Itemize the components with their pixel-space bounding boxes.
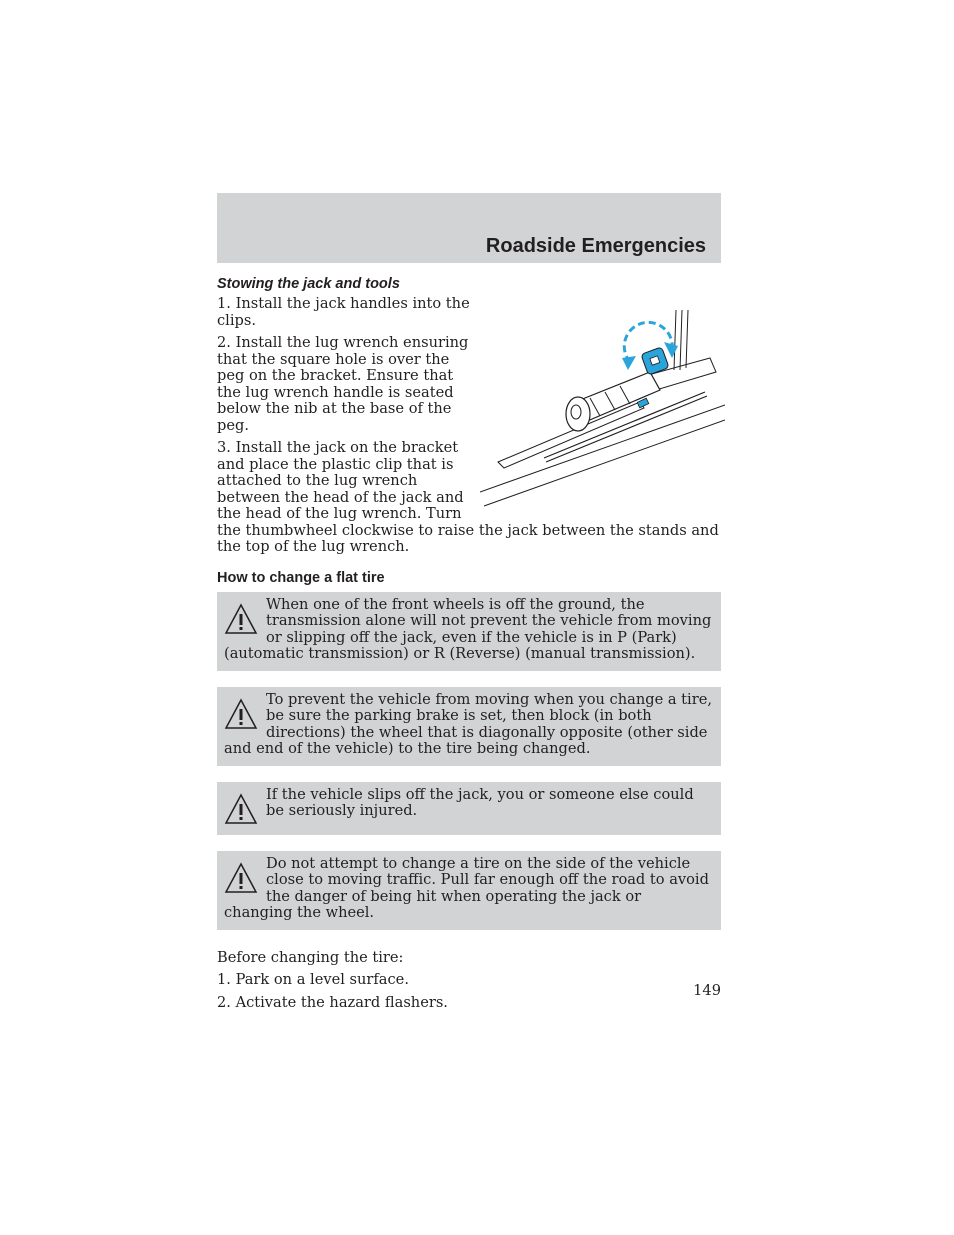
warning-box [217,687,721,766]
section-title: Roadside Emergencies [485,235,706,257]
page-content [217,276,721,1017]
warning-triangle-icon [224,862,258,896]
before-intro: Before changing the tire: [217,948,404,966]
before-step-2: 2. Activate the hazard flashers. [217,993,448,1011]
warning-box [217,851,721,930]
before-step-1: 1. Park on a level surface. [217,971,409,988]
warning-box [217,592,721,671]
warning-text: When one of the front wheels is off the ground, the transmission alone will not prevent the vehicle from moving or slipping off the jack, even if the vehicle is in P (Park) (automatic transmission) or R (Reverse) (manual transmission). [224,595,712,662]
warning-text: Do not attempt to change a tire on the side of the vehicle close to moving traffic. Pull far enough off the road to avoid the danger of being hit when operating the jack or changing the wheel. [224,854,709,921]
stowing-step-3: 3. Install the jack on the bracket and place the plastic clip that is attached to the lug wrench between the head of the jack and the head of the lug wrench. Turn the thumbwheel clockwise to raise the jack between the stands and the top of the lug wrench. [217,439,719,555]
warning-triangle-icon [224,603,258,637]
warning-text: If the vehicle slips off the jack, you or someone else could be seriously injured. [266,785,694,819]
flat-tire-heading: How to change a flat tire [217,569,385,586]
stowing-heading: Stowing the jack and tools [217,276,400,292]
warning-triangle-icon [224,698,258,732]
stowing-step-2: 2. Install the lug wrench ensuring that the square hole is over the peg on the bracket. Ensure that the lug wrench handle is seated below the nib at the base of the peg. [217,334,469,434]
stowing-step-1: 1. Install the jack handles into the clips. [217,295,470,329]
section-header [217,193,721,263]
warning-box [217,782,721,835]
jack-stowing-illustration [480,310,725,510]
warning-text: To prevent the vehicle from moving when you change a tire, be sure the parking brake is set, then block (in both directions) the wheel that is diagonally opposite (other side and end of the vehicle) to the tire being changed. [224,690,712,757]
page-number: 149 [693,982,721,999]
warning-triangle-icon [224,793,258,827]
